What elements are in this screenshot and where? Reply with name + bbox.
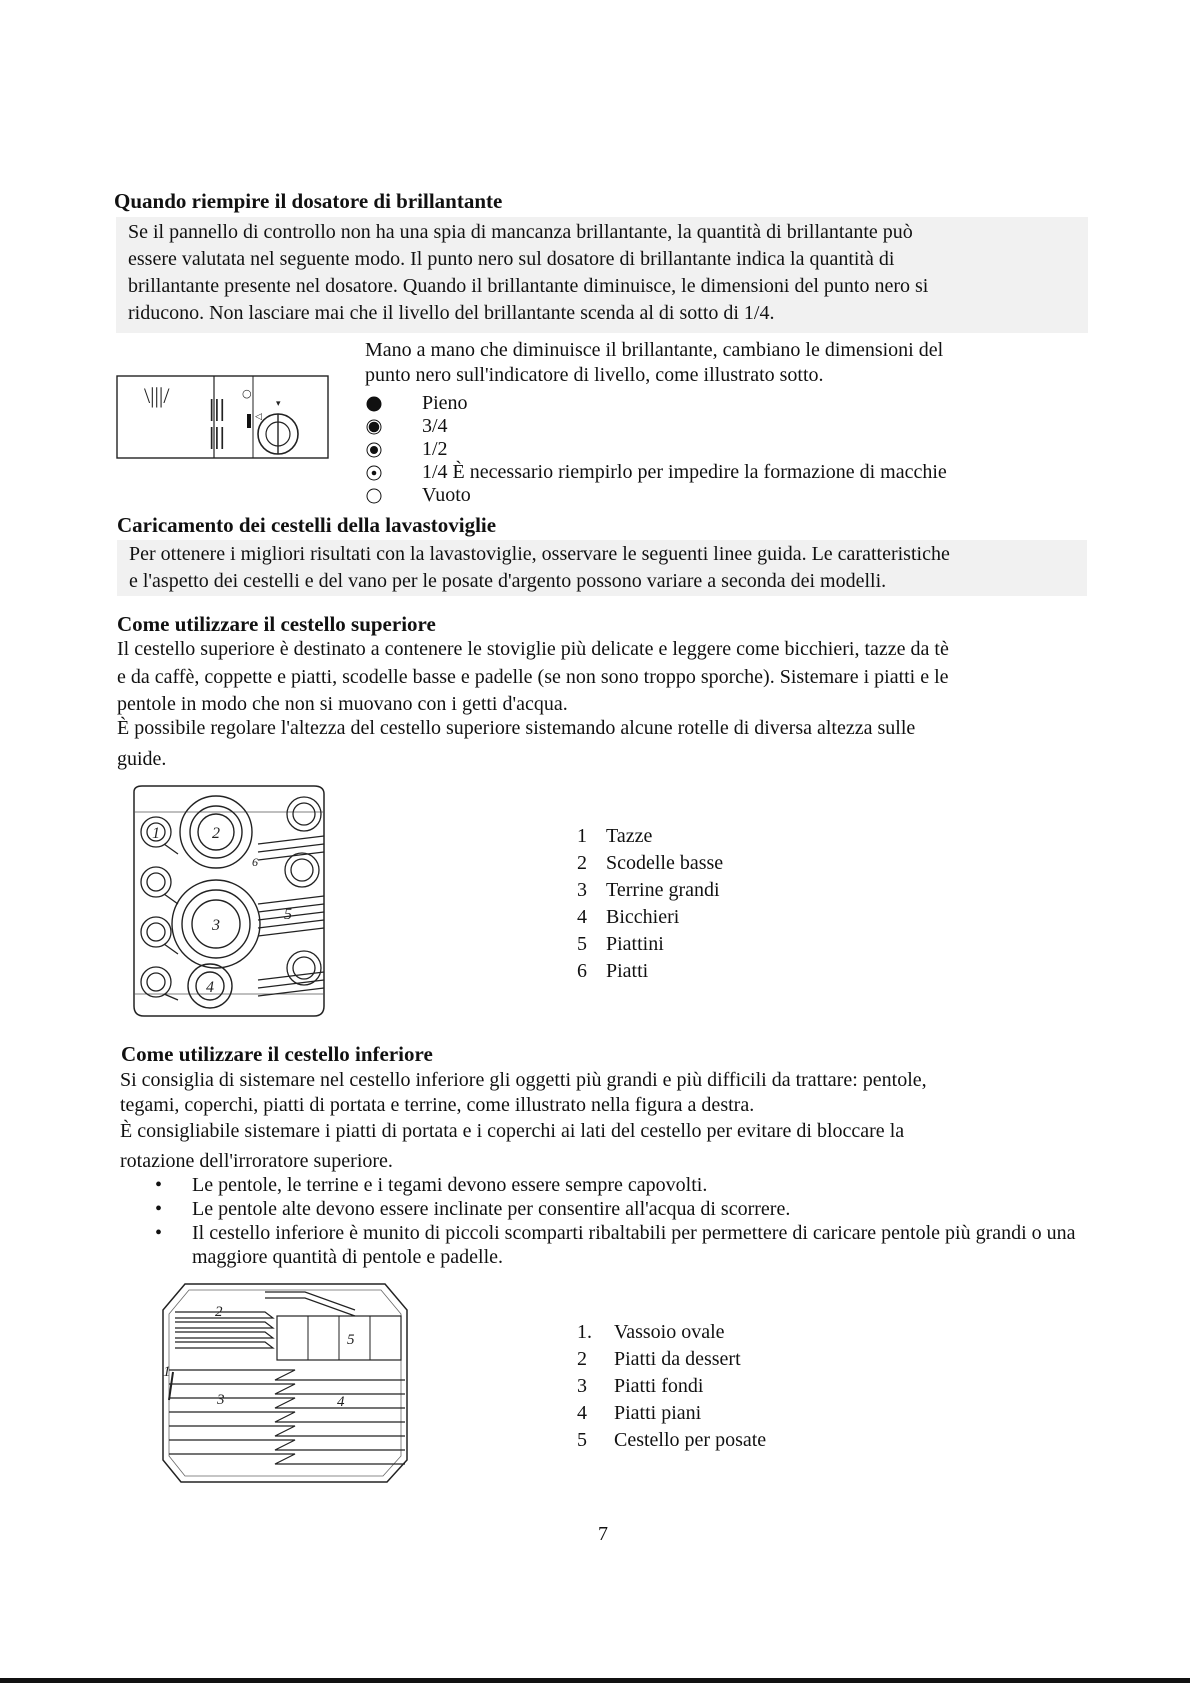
legend-label: Piatti da dessert xyxy=(614,1348,741,1370)
bullet-item xyxy=(120,1221,1120,1269)
level-label: 1/4 È necessario riempirlo per impedire la formazione di macchie xyxy=(422,461,947,483)
legend-label: Cestello per posate xyxy=(614,1429,767,1451)
legend-label: Tazze xyxy=(606,825,653,847)
icon-mark: ◁ xyxy=(255,412,262,422)
rinse-dispenser-indicator-icon xyxy=(116,372,331,462)
diagram-label: 4 xyxy=(337,1394,345,1410)
legend-number: 5 xyxy=(577,933,587,955)
upper-text-line: pentole in modo che non si muovano con i getti d'acqua. xyxy=(117,693,568,715)
lower-text-line: rotazione dell'irroratore superiore. xyxy=(120,1150,393,1172)
heading-loading: Caricamento dei cestelli della lavastoviglie xyxy=(117,513,497,537)
loading-line: e l'aspetto dei cestelli e del vano per le posate d'argento possono variare a seconda dei modelli. xyxy=(129,570,887,592)
indicator-text-line: punto nero sull'indicatore di livello, come illustrato sotto. xyxy=(365,364,824,386)
bullet-icon: • xyxy=(155,1222,163,1244)
bullet-text: Il cestello inferiore è munito di piccoli scomparti ribaltabili per permettere di caricare pentole più grandi o una maggiore quantità di pentole e padelle. xyxy=(192,1222,1076,1268)
legend-number: 1. xyxy=(577,1321,592,1343)
bullet-icon: • xyxy=(155,1174,163,1196)
legend-number: 4 xyxy=(577,906,587,928)
lower-text-line: Si consiglia di sistemare nel cestello inferiore gli oggetti più grandi e più difficili da trattare: pentole, xyxy=(120,1069,927,1091)
bullet-text: Le pentole, le terrine e i tegami devono essere sempre capovolti. xyxy=(192,1174,708,1196)
legend-number: 3 xyxy=(577,1375,587,1397)
legend-label: Terrine grandi xyxy=(606,879,720,901)
rinse-intro-line: brillantante presente nel dosatore. Quando il brillantante diminuisce, le dimensioni del punto nero si xyxy=(128,275,929,297)
lower-bullet-list xyxy=(120,1173,1120,1269)
rinse-intro-line: riducono. Non lasciare mai che il livello del brillantante scenda al di sotto di 1/4. xyxy=(128,302,775,324)
loading-block xyxy=(117,540,1087,596)
page-number: 7 xyxy=(598,1523,608,1545)
level-full-dot-icon xyxy=(365,395,383,413)
lower-text-line: tegami, coperchi, piatti di portata e terrine, come illustrato nella figura a destra. xyxy=(120,1094,755,1116)
legend-label: Vassoio ovale xyxy=(614,1321,725,1343)
legend-number: 2 xyxy=(577,852,587,874)
rinse-intro-line: Se il pannello di controllo non ha una spia di mancanza brillantante, la quantità di brillantante può xyxy=(128,221,913,243)
legend-label: Piatti fondi xyxy=(614,1375,704,1397)
level-label: Pieno xyxy=(422,392,468,414)
level-half-dot-icon xyxy=(365,441,383,459)
diagram-label: 4 xyxy=(206,979,214,996)
heading-rinse-aid: Quando riempire il dosatore di brillantante xyxy=(114,189,503,213)
diagram-label: 1 xyxy=(152,825,160,842)
level-label: 3/4 xyxy=(422,415,448,437)
legend-label: Piatti piani xyxy=(614,1402,702,1424)
icon-mark: ||| xyxy=(209,424,225,450)
legend-label: Bicchieri xyxy=(606,906,680,928)
legend-number: 5 xyxy=(577,1429,587,1451)
icon-mark: ▾ xyxy=(276,399,281,409)
legend-label: Piattini xyxy=(606,933,664,955)
legend-label: Piatti xyxy=(606,960,649,982)
diagram-label: 5 xyxy=(347,1332,355,1348)
lower-text-line: È consigliabile sistemare i piatti di portata e i coperchi ai lati del cestello per evitare di bloccare la xyxy=(120,1120,905,1142)
diagram-label: 2 xyxy=(215,1304,223,1320)
legend-number: 2 xyxy=(577,1348,587,1370)
diagram-label: 1 xyxy=(163,1364,171,1380)
indicator-text-line: Mano a mano che diminuisce il brillantante, cambiano le dimensioni del xyxy=(365,339,944,361)
bullet-item xyxy=(120,1197,1120,1221)
icon-mark: \|||/ xyxy=(144,383,170,408)
upper-text-line: Il cestello superiore è destinato a contenere le stoviglie più delicate e leggere come bicchieri, tazze da tè xyxy=(117,638,949,660)
icon-mark: ||| xyxy=(209,396,225,422)
diagram-label: 6 xyxy=(252,855,258,869)
legend-label: Scodelle basse xyxy=(606,852,724,874)
upper-text-line: e da caffè, coppette e piatti, scodelle basse e padelle (se non sono troppo sporche). Sistemare i piatti e le xyxy=(117,666,949,688)
level-quarter-dot-icon xyxy=(365,464,383,482)
bullet-item xyxy=(120,1173,1120,1197)
legend-number: 3 xyxy=(577,879,587,901)
level-label: Vuoto xyxy=(422,484,471,506)
diagram-label: 5 xyxy=(284,906,292,923)
icon-mark: ○ xyxy=(242,387,252,400)
diagram-label: 3 xyxy=(212,917,220,934)
upper-text-line: guide. xyxy=(117,748,167,770)
rinse-intro-line: essere valutata nel seguente modo. Il punto nero sul dosatore di brillantante indica la quantità di xyxy=(128,248,895,270)
loading-line: Per ottenere i migliori risultati con la lavastoviglie, osservare le seguenti linee guida. Le caratteristiche xyxy=(129,543,950,565)
scan-edge xyxy=(0,1678,1190,1683)
legend-number: 1 xyxy=(577,825,587,847)
upper-basket-diagram xyxy=(128,784,330,1019)
bullet-text: Le pentole alte devono essere inclinate per consentire all'acqua di scorrere. xyxy=(192,1198,791,1220)
heading-lower-basket: Come utilizzare il cestello inferiore xyxy=(121,1042,433,1066)
lower-basket-diagram xyxy=(155,1280,413,1487)
upper-text-line: È possibile regolare l'altezza del cestello superiore sistemando alcune rotelle di diversa altezza sulle xyxy=(117,717,916,739)
legend-number: 6 xyxy=(577,960,587,982)
rinse-intro-block xyxy=(116,217,1088,333)
diagram-label: 2 xyxy=(212,825,220,842)
level-label: 1/2 xyxy=(422,438,448,460)
level-empty-dot-icon xyxy=(365,487,383,505)
diagram-label: 3 xyxy=(217,1392,225,1408)
level-three-quarters-dot-icon xyxy=(365,418,383,436)
legend-number: 4 xyxy=(577,1402,587,1424)
heading-upper-basket: Come utilizzare il cestello superiore xyxy=(117,612,436,636)
bullet-icon: • xyxy=(155,1198,163,1220)
